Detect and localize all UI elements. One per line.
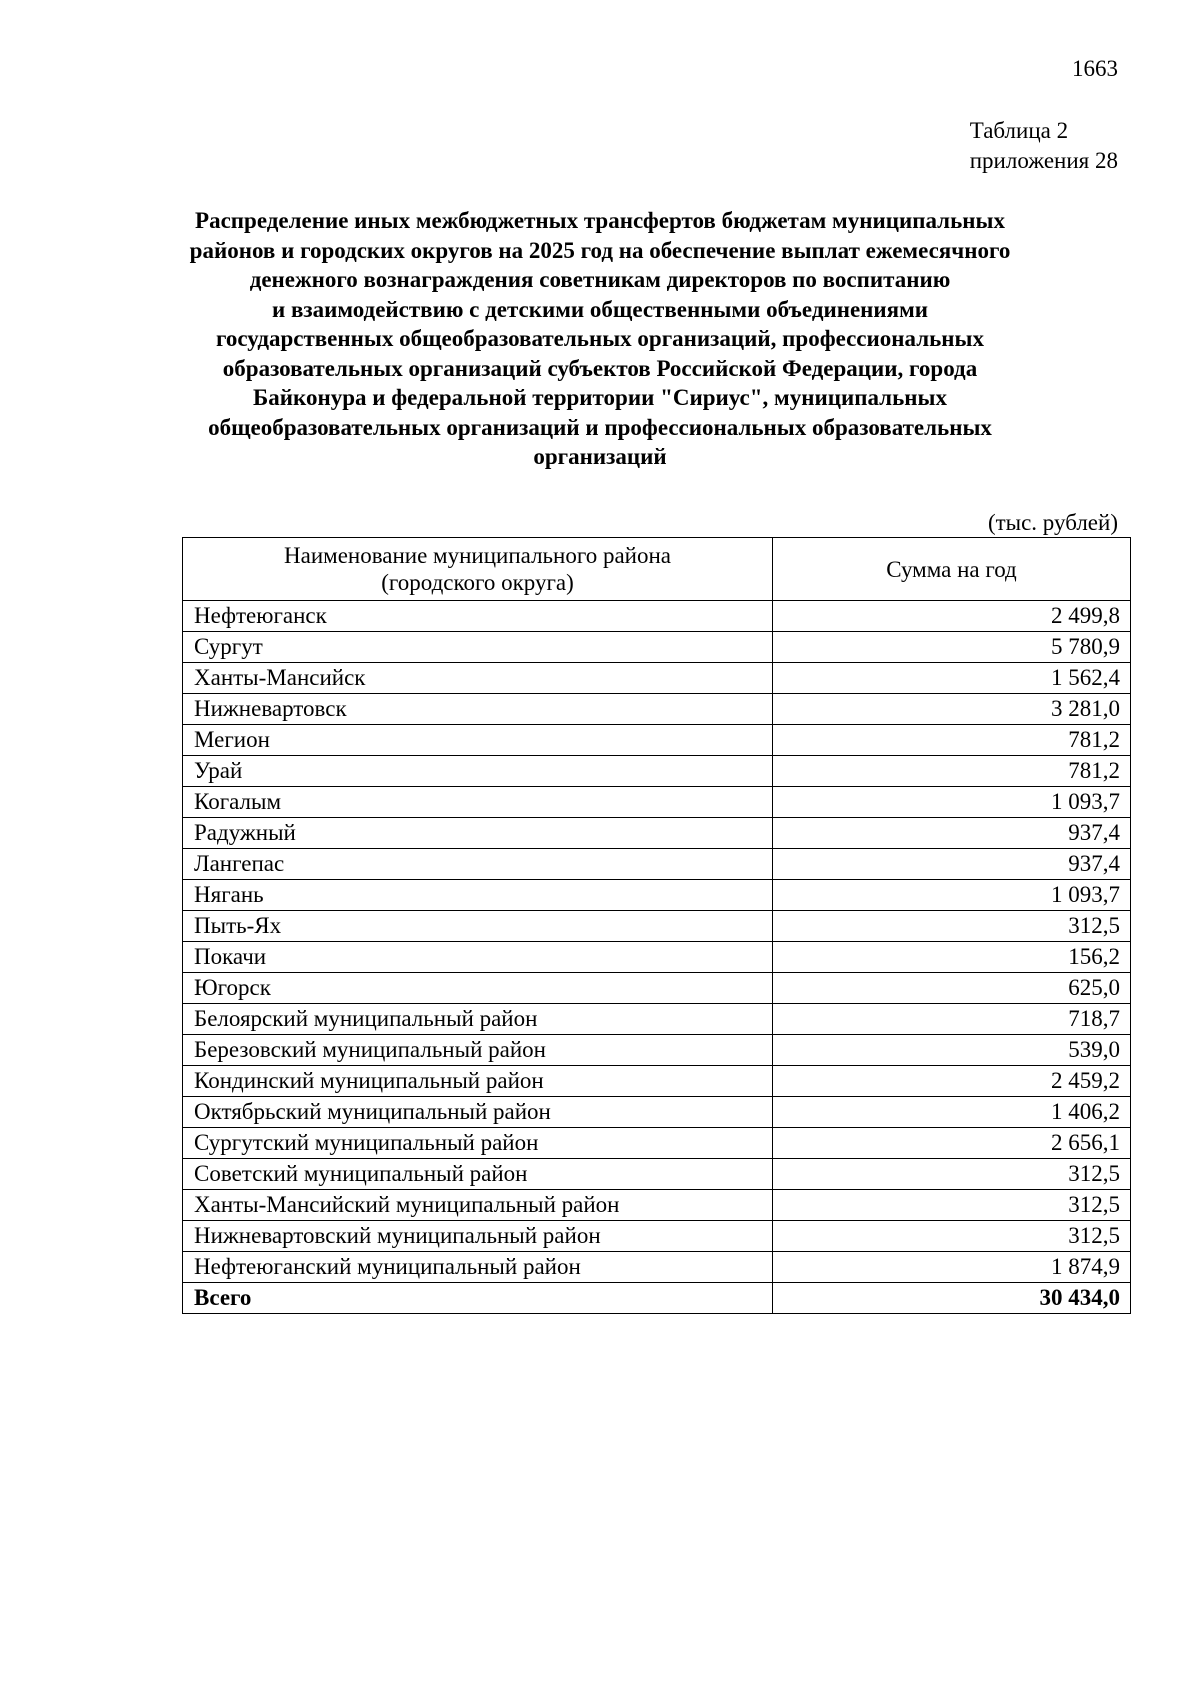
amount-cell: 937,4 bbox=[773, 849, 1131, 880]
document-title bbox=[150, 206, 1050, 472]
amount-cell: 781,2 bbox=[773, 725, 1131, 756]
amount-cell: 625,0 bbox=[773, 973, 1131, 1004]
municipality-name-cell: Когалым bbox=[183, 787, 773, 818]
table-row bbox=[183, 1190, 1131, 1221]
title-line: государственных общеобразовательных организаций, профессиональных bbox=[216, 326, 984, 351]
amount-cell: 2 459,2 bbox=[773, 1066, 1131, 1097]
table-row bbox=[183, 1252, 1131, 1283]
title-line: районов и городских округов на 2025 год на обеспечение выплат ежемесячного bbox=[189, 237, 1011, 263]
amount-cell: 2 499,8 bbox=[773, 601, 1131, 632]
amount-cell: 1 093,7 bbox=[773, 787, 1131, 818]
amount-cell: 2 656,1 bbox=[773, 1128, 1131, 1159]
table-row bbox=[183, 911, 1131, 942]
amount-cell: 1 874,9 bbox=[773, 1252, 1131, 1283]
table-row bbox=[183, 1221, 1131, 1252]
table-row bbox=[183, 694, 1131, 725]
amount-cell: 1 562,4 bbox=[773, 663, 1131, 694]
page-number: 1663 bbox=[1072, 56, 1118, 81]
municipality-name-cell: Югорск bbox=[183, 973, 773, 1004]
municipality-name-cell: Радужный bbox=[183, 818, 773, 849]
header-municipality-line2: (городского округа) bbox=[381, 570, 574, 595]
total-row bbox=[183, 1283, 1131, 1314]
table-row bbox=[183, 1097, 1131, 1128]
municipality-name-cell: Белоярский муниципальный район bbox=[183, 1004, 773, 1035]
header-amount: Сумма на год bbox=[773, 538, 1131, 601]
table-row bbox=[183, 1066, 1131, 1097]
municipality-name-cell: Кондинский муниципальный район bbox=[183, 1066, 773, 1097]
table-row bbox=[183, 601, 1131, 632]
units-label: (тыс. рублей) bbox=[987, 510, 1118, 535]
amount-cell: 312,5 bbox=[773, 1221, 1131, 1252]
municipality-name-cell: Нижневартовский муниципальный район bbox=[183, 1221, 773, 1252]
municipality-name-cell: Пыть-Ях bbox=[183, 911, 773, 942]
municipality-name-cell: Ханты-Мансийск bbox=[183, 663, 773, 694]
municipality-name-cell: Березовский муниципальный район bbox=[183, 1035, 773, 1066]
municipality-name-cell: Октябрьский муниципальный район bbox=[183, 1097, 773, 1128]
municipality-name-cell: Ханты-Мансийский муниципальный район bbox=[183, 1190, 773, 1221]
table-row bbox=[183, 942, 1131, 973]
amount-cell: 156,2 bbox=[773, 942, 1131, 973]
title-line: образовательных организаций субъектов Российской Федерации, города bbox=[222, 355, 978, 381]
total-amount-cell: 30 434,0 bbox=[773, 1283, 1131, 1314]
table-header-row bbox=[183, 538, 1131, 601]
municipality-name-cell: Мегион bbox=[183, 725, 773, 756]
municipality-name-cell: Советский муниципальный район bbox=[183, 1159, 773, 1190]
amount-cell: 312,5 bbox=[773, 911, 1131, 942]
amount-cell: 3 281,0 bbox=[773, 694, 1131, 725]
municipality-name-cell: Сургутский муниципальный район bbox=[183, 1128, 773, 1159]
table-row bbox=[183, 1035, 1131, 1066]
title-line: общеобразовательных организаций и профессиональных образовательных bbox=[208, 414, 992, 440]
amount-cell: 1 406,2 bbox=[773, 1097, 1131, 1128]
table-row bbox=[183, 1159, 1131, 1190]
table-row bbox=[183, 787, 1131, 818]
amount-cell: 539,0 bbox=[773, 1035, 1131, 1066]
title-line: Распределение иных межбюджетных трансфертов бюджетам муниципальных bbox=[195, 208, 1005, 233]
municipality-name-cell: Покачи bbox=[183, 942, 773, 973]
municipality-name-cell: Лангепас bbox=[183, 849, 773, 880]
table-caption-line1: Таблица 2 bbox=[969, 118, 1069, 143]
municipality-name-cell: Нижневартовск bbox=[183, 694, 773, 725]
total-label-cell: Всего bbox=[183, 1283, 773, 1314]
amount-cell: 937,4 bbox=[773, 818, 1131, 849]
table-caption-line2: приложения 28 bbox=[969, 148, 1118, 173]
table-row bbox=[183, 756, 1131, 787]
amount-cell: 312,5 bbox=[773, 1159, 1131, 1190]
municipality-name-cell: Нефтеюганский муниципальный район bbox=[183, 1252, 773, 1283]
amount-cell: 5 780,9 bbox=[773, 632, 1131, 663]
title-line: и взаимодействию с детскими общественными объединениями bbox=[271, 296, 929, 322]
title-line: денежного вознаграждения советникам директоров по воспитанию bbox=[249, 267, 951, 292]
municipality-name-cell: Нефтеюганск bbox=[183, 601, 773, 632]
table-row bbox=[183, 1004, 1131, 1035]
amount-cell: 1 093,7 bbox=[773, 880, 1131, 911]
table-row bbox=[183, 725, 1131, 756]
header-municipality bbox=[183, 538, 773, 601]
amount-cell: 781,2 bbox=[773, 756, 1131, 787]
table-body bbox=[183, 601, 1131, 1314]
municipality-name-cell: Урай bbox=[183, 756, 773, 787]
amount-cell: 312,5 bbox=[773, 1190, 1131, 1221]
table-row bbox=[183, 663, 1131, 694]
amount-cell: 718,7 bbox=[773, 1004, 1131, 1035]
municipality-name-cell: Нягань bbox=[183, 880, 773, 911]
table-row bbox=[183, 818, 1131, 849]
table-row bbox=[183, 973, 1131, 1004]
table-caption bbox=[970, 116, 1118, 176]
table-row bbox=[183, 849, 1131, 880]
title-line: организаций bbox=[533, 444, 667, 469]
table-row bbox=[183, 1128, 1131, 1159]
table-row bbox=[183, 632, 1131, 663]
table-row bbox=[183, 880, 1131, 911]
title-line: Байконура и федеральной территории "Сириус", муниципальных bbox=[253, 385, 947, 410]
header-municipality-line1: Наименование муниципального района bbox=[284, 543, 671, 568]
distribution-table bbox=[182, 537, 1131, 1314]
municipality-name-cell: Сургут bbox=[183, 632, 773, 663]
